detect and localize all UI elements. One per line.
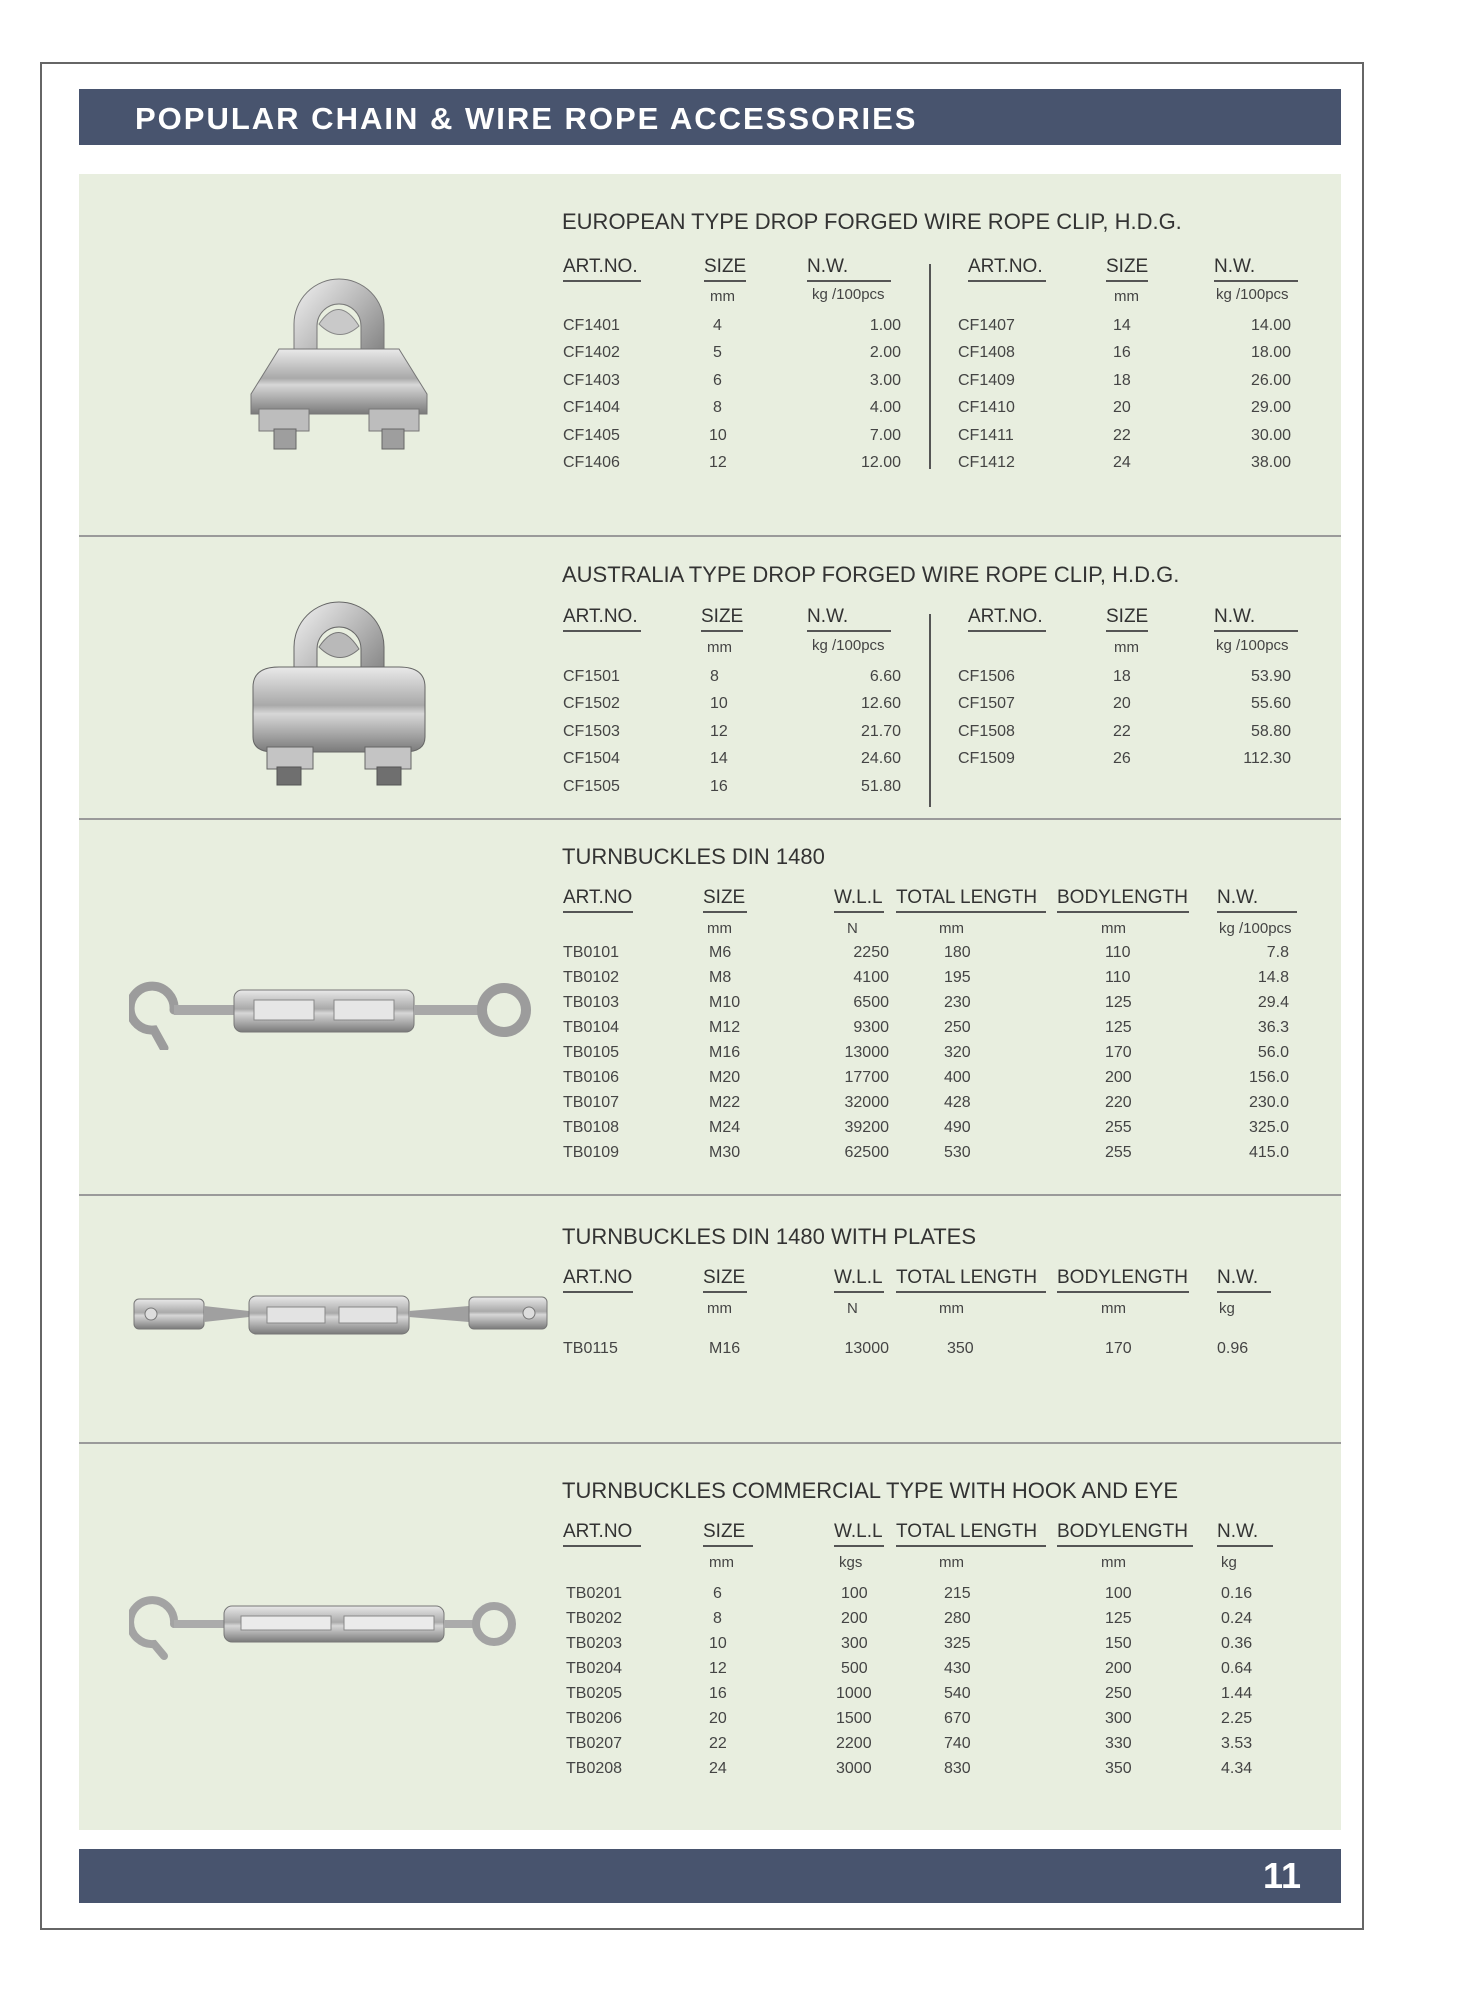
table-cell: 8: [710, 668, 719, 685]
unit-label: mm: [707, 1300, 732, 1317]
table-cell: 16: [710, 778, 728, 795]
table-cell: 22: [709, 1735, 727, 1752]
table-cell: 51.80: [860, 778, 901, 795]
section-title: EUROPEAN TYPE DROP FORGED WIRE ROPE CLIP, H.D.G.: [562, 209, 1182, 234]
table-cell: 12: [709, 454, 727, 471]
table-cell: TB0204: [566, 1660, 623, 1677]
table-cell: CF1409: [958, 372, 1015, 389]
table-cell: 14: [1113, 317, 1131, 334]
col-header: BODYLENGTH: [1057, 887, 1189, 913]
col-header: ART.NO: [563, 887, 633, 913]
table-cell: 0.96: [1217, 1340, 1249, 1357]
table-cell: TB0101: [563, 944, 620, 961]
table-cell: 17700: [844, 1069, 889, 1086]
table-cell: 110: [1105, 969, 1131, 986]
table-cell: 100: [1105, 1585, 1132, 1602]
table-cell: 250: [944, 1019, 971, 1036]
unit-label: N: [847, 920, 858, 937]
unit-label: kg /100pcs: [1219, 920, 1292, 937]
unit-label: mm: [939, 920, 964, 937]
col-header: SIZE: [701, 606, 743, 632]
table-cell: 200: [1105, 1660, 1132, 1677]
table-cell: 195: [944, 969, 971, 986]
table-cell: CF1410: [958, 399, 1015, 416]
table-cell: 200: [1105, 1069, 1132, 1086]
table-cell: M16: [709, 1044, 741, 1061]
table-cell: TB0202: [566, 1610, 623, 1627]
column-divider: [929, 264, 931, 469]
table-cell: 255: [1105, 1144, 1132, 1161]
table-cell: CF1406: [563, 454, 620, 471]
unit-label: mm: [1101, 1554, 1126, 1571]
table-cell: 250: [1105, 1685, 1132, 1702]
table-cell: TB0105: [563, 1044, 620, 1061]
table-cell: CF1405: [563, 427, 620, 444]
table-cell: 12.60: [860, 695, 901, 712]
page-header: [79, 89, 1341, 145]
table-cell: 2.25: [1221, 1710, 1253, 1727]
table-cell: TB0107: [563, 1094, 620, 1111]
col-header: N.W.: [1214, 606, 1298, 632]
table-cell: CF1507: [958, 695, 1015, 712]
table-cell: 150: [1105, 1635, 1132, 1652]
table-cell: 1000: [836, 1685, 872, 1702]
column-divider: [929, 614, 931, 807]
table-cell: TB0104: [563, 1019, 620, 1036]
table-cell: 7.00: [869, 427, 901, 444]
section-australia-clip: [79, 537, 1341, 819]
table-cell: CF1407: [958, 317, 1015, 334]
table-cell: 4.00: [869, 399, 901, 416]
col-header: W.L.L: [834, 1267, 884, 1293]
table-cell: 22: [1113, 723, 1131, 740]
table-cell: CF1509: [958, 750, 1015, 767]
table-cell: 7.8: [1266, 944, 1289, 961]
table-cell: 22: [1113, 427, 1131, 444]
table-cell: 325.0: [1248, 1119, 1289, 1136]
col-header: N.W.: [807, 606, 891, 632]
table-cell: 24.60: [860, 750, 901, 767]
table-cell: 8: [713, 399, 722, 416]
col-header: W.L.L: [834, 887, 884, 913]
table-cell: 8: [713, 1610, 722, 1627]
table-cell: M30: [709, 1144, 741, 1161]
col-header: TOTAL LENGTH: [896, 1267, 1046, 1293]
table-cell: 20: [1113, 695, 1131, 712]
table-cell: 58.80: [1250, 723, 1291, 740]
catalog-content: [79, 174, 1341, 1830]
table-cell: 180: [944, 944, 971, 961]
col-header: N.W.: [1217, 1521, 1273, 1547]
col-header: SIZE: [1106, 256, 1148, 282]
wire-rope-clip-image: [239, 254, 439, 454]
table-cell: M10: [709, 994, 741, 1011]
table-cell: 36.3: [1257, 1019, 1289, 1036]
table-cell: 4100: [853, 969, 889, 986]
table-cell: 1.44: [1221, 1685, 1253, 1702]
table-cell: 29.4: [1257, 994, 1289, 1011]
table-cell: 170: [1105, 1044, 1132, 1061]
col-header: BODYLENGTH: [1057, 1521, 1193, 1547]
table-cell: 3000: [836, 1760, 872, 1777]
table-cell: 14.00: [1250, 317, 1291, 334]
table-cell: 220: [1105, 1094, 1132, 1111]
unit-label: kg /100pcs: [1216, 286, 1289, 303]
table-cell: 26: [1113, 750, 1131, 767]
unit-label: kgs: [839, 1554, 863, 1571]
table-cell: 2200: [836, 1735, 872, 1752]
table-cell: TB0206: [566, 1710, 623, 1727]
col-header: SIZE: [703, 1521, 753, 1547]
col-header: SIZE: [703, 887, 747, 913]
table-cell: 16: [709, 1685, 727, 1702]
section-turnbuckles-commercial: [79, 1444, 1341, 1830]
col-header: SIZE: [704, 256, 746, 282]
col-header: BODYLENGTH: [1057, 1267, 1189, 1293]
table-cell: M12: [709, 1019, 741, 1036]
section-title: TURNBUCKLES DIN 1480 WITH PLATES: [562, 1224, 977, 1249]
table-cell: 300: [841, 1635, 868, 1652]
table-cell: 6: [713, 1585, 722, 1602]
table-cell: 112.30: [1243, 750, 1291, 767]
table-cell: 325: [944, 1635, 971, 1652]
table-cell: TB0205: [566, 1685, 623, 1702]
table-cell: 24: [709, 1760, 727, 1777]
table-cell: CF1403: [563, 372, 620, 389]
table-cell: CF1404: [563, 399, 620, 416]
table-cell: 330: [1105, 1735, 1132, 1752]
table-cell: 350: [947, 1340, 974, 1357]
page-number: 11: [1262, 1855, 1301, 1896]
table-cell: 350: [1105, 1760, 1132, 1777]
col-header: N.W.: [1217, 887, 1297, 913]
col-header: ART.NO.: [563, 606, 641, 632]
table-cell: CF1503: [563, 723, 620, 740]
col-header: N.W.: [807, 256, 891, 282]
col-header: ART.NO.: [968, 606, 1046, 632]
table-cell: 3.00: [869, 372, 901, 389]
unit-label: kg: [1221, 1554, 1237, 1571]
table-cell: 13000: [844, 1044, 889, 1061]
table-cell: CF1504: [563, 750, 620, 767]
table-cell: 12: [710, 723, 728, 740]
table-cell: 215: [944, 1585, 971, 1602]
section-title: TURNBUCKLES COMMERCIAL TYPE WITH HOOK AND EYE: [562, 1478, 1179, 1503]
table-cell: 29.00: [1250, 399, 1291, 416]
table-cell: TB0102: [563, 969, 620, 986]
unit-label: mm: [707, 920, 732, 937]
table-cell: 30.00: [1250, 427, 1291, 444]
table-cell: 110: [1105, 944, 1131, 961]
table-cell: 320: [944, 1044, 971, 1061]
table-cell: 255: [1105, 1119, 1132, 1136]
table-cell: 156.0: [1248, 1069, 1289, 1086]
table-cell: CF1506: [958, 668, 1015, 685]
table-cell: 62500: [844, 1144, 889, 1161]
table-cell: 0.24: [1221, 1610, 1253, 1627]
wire-rope-clip-image: [239, 587, 439, 787]
table-cell: TB0103: [563, 994, 620, 1011]
table-cell: TB0207: [566, 1735, 623, 1752]
table-cell: 24: [1113, 454, 1131, 471]
col-header: ART.NO: [563, 1521, 641, 1547]
unit-label: kg /100pcs: [1216, 637, 1289, 654]
section-european-clip: [79, 174, 1341, 536]
table-cell: 3.53: [1221, 1735, 1253, 1752]
table-cell: CF1411: [958, 427, 1014, 444]
page-footer: [79, 1849, 1341, 1903]
table-cell: CF1501: [563, 668, 620, 685]
table-cell: 56.0: [1257, 1044, 1289, 1061]
table-cell: 39200: [844, 1119, 889, 1136]
table-cell: 18: [1113, 372, 1131, 389]
col-header: SIZE: [1106, 606, 1148, 632]
table-cell: 428: [944, 1094, 971, 1111]
unit-label: mm: [939, 1300, 964, 1317]
table-cell: CF1402: [563, 344, 620, 361]
table-cell: 280: [944, 1610, 971, 1627]
table-cell: 0.16: [1221, 1585, 1253, 1602]
table-cell: 12: [709, 1660, 727, 1677]
col-header: W.L.L: [834, 1521, 884, 1547]
table-cell: 20: [1113, 399, 1131, 416]
col-header: TOTAL LENGTH: [896, 1521, 1046, 1547]
table-cell: 18.00: [1250, 344, 1291, 361]
table-cell: 16: [1113, 344, 1131, 361]
table-cell: 4.34: [1221, 1760, 1253, 1777]
turnbuckle-commercial-image: [129, 1584, 549, 1664]
section-turnbuckles-plates: [79, 1196, 1341, 1442]
table-cell: 32000: [844, 1094, 889, 1111]
unit-label: mm: [709, 1554, 734, 1571]
col-header: TOTAL LENGTH: [896, 887, 1046, 913]
table-cell: 5: [713, 344, 722, 361]
table-cell: 10: [709, 427, 727, 444]
table-cell: 200: [841, 1610, 868, 1627]
table-cell: M6: [709, 944, 732, 961]
table-cell: 14.8: [1257, 969, 1289, 986]
unit-label: mm: [1114, 288, 1139, 305]
table-cell: CF1508: [958, 723, 1015, 740]
table-cell: 6.60: [869, 668, 901, 685]
table-cell: TB0203: [566, 1635, 623, 1652]
table-cell: CF1401: [563, 317, 620, 334]
table-cell: 500: [841, 1660, 868, 1677]
table-cell: TB0115: [563, 1340, 618, 1357]
table-cell: CF1505: [563, 778, 620, 795]
unit-label: mm: [1114, 639, 1139, 656]
table-cell: 125: [1105, 994, 1132, 1011]
table-cell: 0.64: [1221, 1660, 1253, 1677]
table-cell: M16: [709, 1340, 741, 1357]
table-cell: 2.00: [869, 344, 901, 361]
table-cell: 300: [1105, 1710, 1132, 1727]
table-cell: 830: [944, 1760, 971, 1777]
unit-label: mm: [707, 639, 732, 656]
unit-label: kg: [1219, 1300, 1235, 1317]
section-title: TURNBUCKLES DIN 1480: [562, 844, 825, 869]
table-cell: 230.0: [1248, 1094, 1289, 1111]
table-cell: 6: [713, 372, 722, 389]
section-turnbuckles-din1480: [79, 820, 1341, 1192]
table-cell: 9300: [853, 1019, 889, 1036]
table-cell: 21.70: [860, 723, 901, 740]
table-cell: 4: [713, 317, 722, 334]
table-cell: M8: [709, 969, 732, 986]
col-header: N.W.: [1217, 1267, 1271, 1293]
table-cell: CF1408: [958, 344, 1015, 361]
table-cell: 1500: [836, 1710, 872, 1727]
table-cell: 125: [1105, 1019, 1132, 1036]
col-header: ART.NO.: [563, 256, 641, 282]
table-cell: CF1412: [958, 454, 1015, 471]
table-cell: 230: [944, 994, 971, 1011]
table-cell: 10: [709, 1635, 727, 1652]
table-cell: 10: [710, 695, 728, 712]
table-cell: 415.0: [1248, 1144, 1289, 1161]
table-cell: 100: [841, 1585, 868, 1602]
table-cell: TB0201: [566, 1585, 623, 1602]
table-cell: TB0106: [563, 1069, 620, 1086]
table-cell: 53.90: [1250, 668, 1291, 685]
table-cell: M20: [709, 1069, 741, 1086]
table-cell: 540: [944, 1685, 971, 1702]
table-cell: 430: [944, 1660, 971, 1677]
table-cell: 400: [944, 1069, 971, 1086]
table-cell: 490: [944, 1119, 971, 1136]
section-title: AUSTRALIA TYPE DROP FORGED WIRE ROPE CLIP, H.D.G.: [562, 562, 1180, 587]
unit-label: mm: [939, 1554, 964, 1571]
table-cell: 0.36: [1221, 1635, 1253, 1652]
table-cell: TB0208: [566, 1760, 623, 1777]
col-header: SIZE: [703, 1267, 747, 1293]
table-cell: TB0109: [563, 1144, 620, 1161]
table-cell: 6500: [853, 994, 889, 1011]
unit-label: mm: [1101, 920, 1126, 937]
table-cell: 12.00: [860, 454, 901, 471]
col-header: ART.NO.: [968, 256, 1046, 282]
unit-label: mm: [710, 288, 735, 305]
table-cell: 2250: [853, 944, 889, 961]
page-title: POPULAR CHAIN & WIRE ROPE ACCESSORIES: [135, 101, 918, 136]
unit-label: kg /100pcs: [812, 286, 885, 303]
unit-label: kg /100pcs: [812, 637, 885, 654]
table-cell: 13000: [844, 1340, 889, 1357]
unit-label: N: [847, 1300, 858, 1317]
table-cell: 1.00: [869, 317, 901, 334]
table-cell: CF1502: [563, 695, 620, 712]
table-cell: M24: [709, 1119, 741, 1136]
table-cell: TB0108: [563, 1119, 620, 1136]
table-cell: 20: [709, 1710, 727, 1727]
table-cell: 38.00: [1250, 454, 1291, 471]
table-cell: 14: [710, 750, 728, 767]
table-cell: 26.00: [1250, 372, 1291, 389]
table-cell: 18: [1113, 668, 1131, 685]
table-cell: 740: [944, 1735, 971, 1752]
col-header: N.W.: [1214, 256, 1298, 282]
table-cell: 55.60: [1250, 695, 1291, 712]
col-header: ART.NO: [563, 1267, 633, 1293]
table-cell: 170: [1105, 1340, 1132, 1357]
turnbuckle-plates-image: [129, 1281, 569, 1351]
unit-label: mm: [1101, 1300, 1126, 1317]
table-cell: 125: [1105, 1610, 1132, 1627]
table-cell: M22: [709, 1094, 741, 1111]
table-cell: 670: [944, 1710, 971, 1727]
table-cell: 530: [944, 1144, 971, 1161]
turnbuckle-hook-eye-image: [129, 970, 549, 1050]
